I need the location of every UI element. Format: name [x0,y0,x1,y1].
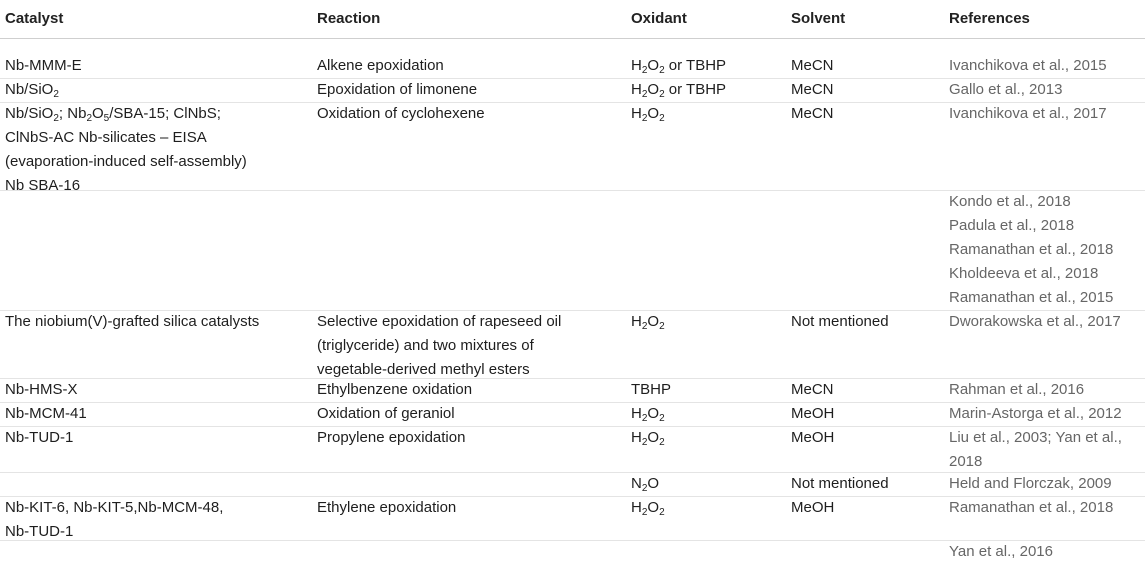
cell-reaction: (triglyceride) and two mixtures of [317,337,534,354]
cell-catalyst: Nb SBA-16 [5,177,81,194]
cell-references: Ramanathan et al., 2018 [949,499,1114,516]
cell-oxidant: $H_2O_2$ or TBHP [631,81,727,100]
table-row [0,310,1145,379]
cell-solvent: Not mentioned [791,313,889,330]
cell-oxidant: $H_2O_2$ [631,313,665,332]
cell-catalyst: Nb-KIT-6, Nb-KIT-5,Nb-MCM-48, [5,499,224,516]
cell-references: Ramanathan et al., 2015 [949,289,1114,306]
cell-reaction: Propylene epoxidation [317,429,466,446]
cell-oxidant: TBHP [631,381,672,398]
cell-references: Liu et al., 2003; Yan et al., [949,429,1122,446]
cell-catalyst: (evaporation-induced self-assembly) [5,153,247,170]
cell-oxidant: $H_2O_2$ [631,499,665,518]
cell-reaction: Alkene epoxidation [317,57,444,74]
cell-references: 2018 [949,453,983,470]
cell-solvent: MeCN [791,105,834,122]
cell-reaction: Oxidation of geraniol [317,405,455,422]
cell-catalyst: Nb/SiO$_2$ [5,81,59,100]
cell-catalyst: Nb-HMS-X [5,381,78,398]
cell-solvent: MeOH [791,499,835,516]
cell-solvent: MeCN [791,81,834,98]
table-row [0,496,1145,541]
header-references: References [949,10,1030,27]
cell-references: Rahman et al., 2016 [949,381,1085,398]
cell-solvent: MeOH [791,429,835,446]
table-row [0,54,1145,79]
cell-oxidant: $H_2O_2$ [631,429,665,448]
header-oxidant: Oxidant [631,10,687,27]
cell-catalyst: ClNbS-AC Nb-silicates – EISA [5,129,207,146]
table-row [0,402,1145,427]
header-catalyst: Catalyst [5,10,64,27]
cell-references: Yan et al., 2016 [949,543,1053,560]
cell-references: Held and Florczak, 2009 [949,475,1112,492]
cell-oxidant: $H_2O_2$ [631,405,665,424]
table-row [0,102,1145,194]
header-solvent: Solvent [791,10,846,27]
cell-catalyst: Nb-TUD-1 [5,523,74,540]
cell-catalyst: Nb-MCM-41 [5,405,87,422]
cell-catalyst: Nb-MMM-E [5,57,82,74]
cell-reaction: vegetable-derived methyl esters [317,361,530,378]
table-row [0,426,1145,473]
cell-reaction: Ethylbenzene oxidation [317,381,473,398]
table-row [0,378,1145,403]
table-header [0,0,1145,39]
cell-reaction: Epoxidation of limonene [317,81,478,98]
cell-references: Ramanathan et al., 2018 [949,241,1114,258]
cell-catalyst: Nb-TUD-1 [5,429,74,446]
cell-catalyst: Nb/SiO$_2$; $Nb_2O_5/SBA-15$; ClNbS; [5,105,221,124]
table-row [0,540,1145,564]
cell-references: Dworakowska et al., 2017 [949,313,1121,330]
table-row [0,472,1145,497]
cell-solvent: MeOH [791,405,835,422]
table-row [0,190,1145,311]
cell-references: Padula et al., 2018 [949,217,1075,234]
cell-oxidant: $H_2O_2$ [631,105,665,124]
cell-reaction: Oxidation of cyclohexene [317,105,485,122]
header-reaction: Reaction [317,10,381,27]
cell-solvent: MeCN [791,57,834,74]
cell-oxidant: $H_2O_2$ or TBHP [631,57,727,76]
cell-solvent: MeCN [791,381,834,398]
table-row [0,78,1145,103]
cell-oxidant: $N_2O$ [631,475,660,494]
cell-solvent: Not mentioned [791,475,889,492]
cell-references: Kholdeeva et al., 2018 [949,265,1099,282]
cell-references: Gallo et al., 2013 [949,81,1063,98]
cell-reaction: Selective epoxidation of rapeseed oil [317,313,562,330]
cell-catalyst: The niobium(V)-grafted silica catalysts [5,313,260,330]
cell-reaction: Ethylene epoxidation [317,499,457,516]
cell-references: Kondo et al., 2018 [949,193,1071,210]
cell-references: Ivanchikova et al., 2017 [949,105,1107,122]
cell-references: Marin-Astorga et al., 2012 [949,405,1122,422]
cell-references: Ivanchikova et al., 2015 [949,57,1107,74]
